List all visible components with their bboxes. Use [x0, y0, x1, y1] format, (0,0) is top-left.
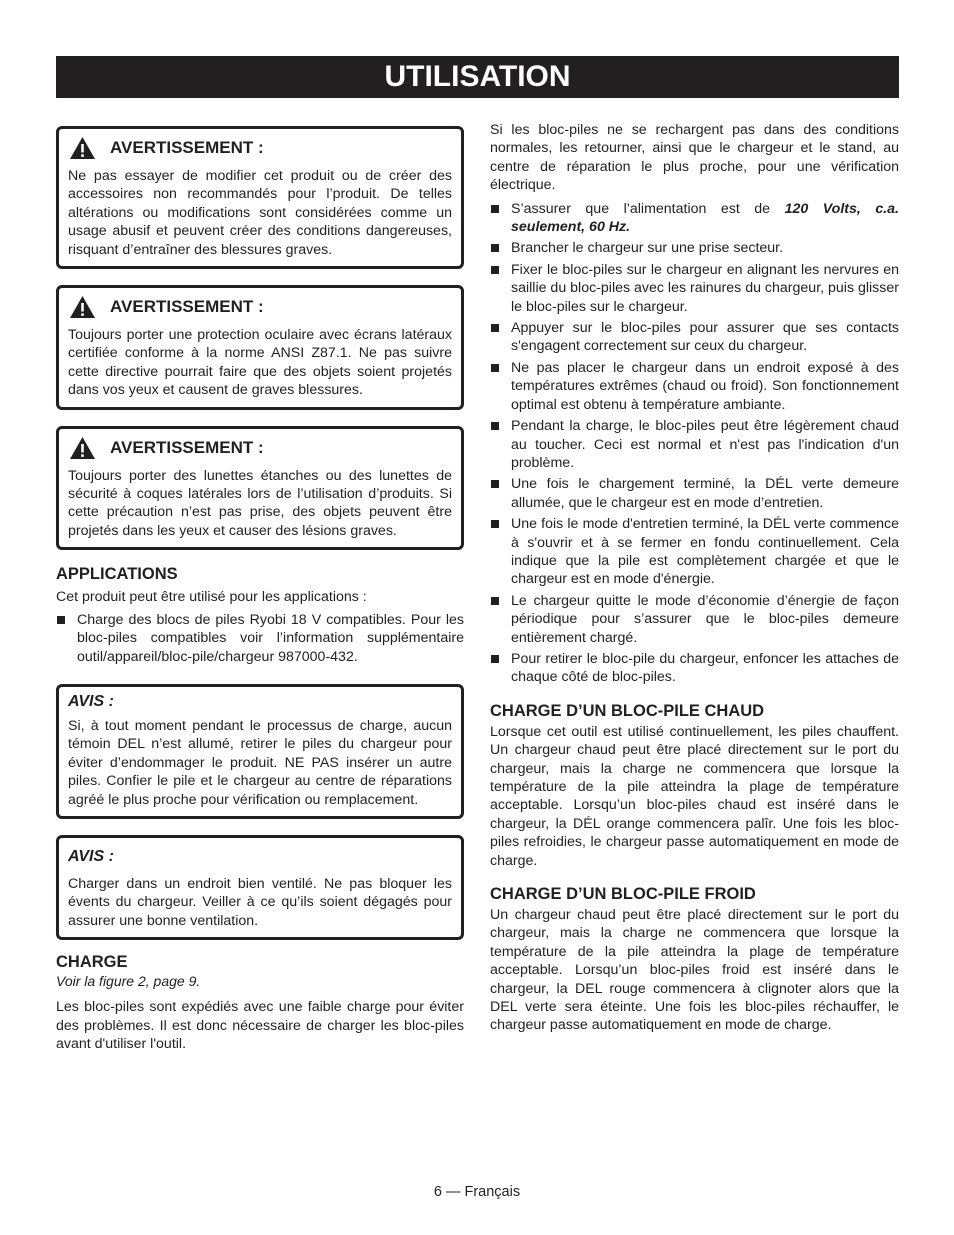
list-item-text: Ne pas placer le chargeur dans un endroit exposé à des températures extrêmes (chaud ou froid). Son fonctionnement optimal est obtenu à température ambiante.: [511, 359, 899, 413]
warning-header: [68, 294, 452, 320]
charge-text: Les bloc-piles sont expédiés avec une faible charge pour éviter des problèmes. Il est donc nécessaire de charger les bloc-piles avant d'utiliser l'outil.: [56, 999, 464, 1052]
bullet-square-icon: [491, 520, 499, 528]
bullet-square-icon: [491, 324, 499, 332]
applications-intro: Cet produit peut être utilisé pour les applications :: [56, 589, 367, 606]
warning-text: Toujours porter des lunettes étanches ou des lunettes de sécurité à coques latérales lors de l’utilisation d’produits. Si cette précaution n’est pas prise, des objets peuvent être projetés dans les yeux et causer des lésions graves.: [68, 467, 452, 539]
voltage-prefix: S’assurer que l’alimentation est de: [511, 200, 785, 217]
list-item-text: Le chargeur quitte le mode d’économie d’énergie de façon périodique pour s’assurer que le bloc-piles demeure entièrement chargé.: [511, 592, 899, 646]
list-item-text: Appuyer sur le bloc-piles pour assurer que ses contacts s'engagent correctement sur ceux du chargeur.: [511, 320, 899, 355]
avis-box-1: [56, 684, 464, 819]
list-item-text: Fixer le bloc-piles sur le chargeur en alignant les nervures en saillie du bloc-piles avec les rainures du chargeur, puis glisser le bloc-piles sur le chargeur.: [511, 261, 899, 315]
charge-heading: CHARGE: [56, 953, 128, 972]
list-item: [490, 319, 899, 356]
applications-list: [56, 611, 464, 666]
warning-title: AVERTISSEMENT :: [110, 437, 264, 457]
avis-text: Charger dans un endroit bien ventilé. Ne pas bloquer les évents du chargeur. Veiller à ce qu’ils soient dégagés pour assurer une bonne ventilation.: [68, 875, 452, 929]
warning-text: Toujours porter une protection oculaire avec écrans latéraux certifiée conforme à la norme ANSI Z87.1. Ne pas suivre cette directive pourrait faire que des objets soient projetés dans vos yeux et causent de graves blessures.: [68, 327, 452, 399]
list-item: [490, 475, 899, 512]
warning-title: AVERTISSEMENT :: [110, 297, 264, 317]
list-item: [490, 650, 899, 687]
avis-box-2: [56, 835, 464, 940]
bullet-square-icon: [57, 616, 65, 624]
charge-instructions-list: [490, 200, 899, 687]
bullet-square-icon: [491, 422, 499, 430]
warning-box-3: [56, 426, 464, 551]
bullet-square-icon: [491, 364, 499, 372]
voltage-value: 120 Volts, c.a. seulement, 60 Hz.: [511, 200, 899, 236]
cold-battery-text: Un chargeur chaud peut être placé directement sur le port du chargeur, mais la charge ne commencera que lorsque la température de la pile atteindra la plage de température acceptable. Lorsqu’un bloc-piles froid est inséré dans le chargeur, la DEL rouge commencera à clignoter alors que la DEL verte sera éteinte. Une fois les bloc-piles réchauffer, le chargeur passe automatiquement en mode de charge.: [490, 907, 899, 1034]
list-item: [56, 611, 464, 666]
applications-heading: APPLICATIONS: [56, 565, 178, 584]
hot-battery-heading: CHARGE D’UN BLOC-PILE CHAUD: [490, 701, 765, 720]
list-item: [490, 592, 899, 647]
warning-triangle-icon: [69, 295, 96, 319]
avis-title: AVIS :: [68, 692, 114, 710]
bullet-square-icon: [491, 244, 499, 252]
warning-header: [68, 135, 452, 161]
bullet-square-icon: [491, 480, 499, 488]
list-item: [490, 239, 899, 257]
list-item: [490, 261, 899, 316]
right-column: [490, 121, 899, 1035]
recharge-intro: Si les bloc-piles ne se rechargent pas dans des conditions normales, les retourner, ainsi que le chargeur et le stand, au centre de réparation le plus proche, pour une vérification électrique.: [490, 122, 899, 194]
warning-triangle-icon: [69, 436, 96, 460]
list-item: [490, 417, 899, 472]
warning-box-1: [56, 126, 464, 269]
warning-title: AVERTISSEMENT :: [110, 138, 264, 157]
cold-battery-heading: CHARGE D’UN BLOC-PILE FROID: [490, 885, 756, 904]
left-column: [56, 126, 464, 1053]
warning-box-2: [56, 285, 464, 410]
list-item: [490, 515, 899, 589]
list-item: [490, 200, 899, 237]
warning-text: Ne pas essayer de modifier cet produit ou de créer des accessoires non recommandés pour l’produit. De telles altérations ou modifications sont considérées comme un usage abusif et peuvent créer des conditions dangereuses, risquant d’entraîner des blessures graves.: [68, 168, 452, 258]
warning-header: [68, 435, 452, 461]
list-item-text: Brancher le chargeur sur une prise secteur.: [511, 240, 784, 257]
bullet-square-icon: [491, 597, 499, 605]
bullet-square-icon: [491, 205, 499, 213]
hot-battery-text: Lorsque cet outil est utilisé continuellement, les piles chauffent. Un chargeur chaud peut être placé directement sur le port du chargeur, mais la charge ne commencera que lorsque la température de la pile atteindra la plage de température acceptable. Lorsqu’un bloc-piles chaud est inséré dans le chargeur, la DÉL orange commencera palîr. Une fois les bloc-piles refroidies, le chargeur passe automatiquement en mode de charge.: [490, 723, 899, 869]
list-item-text: Une fois le mode d'entretien terminé, la DÉL verte commence à s'ouvrir et à se fermer en fondu continuellement. Cela indique que la pile est complètement chargée et que le chargeur est en mode d'énergie.: [511, 516, 899, 588]
list-item-text: Charge des blocs de piles Ryobi 18 V compatibles. Pour les bloc-piles compatibles voir l’information supplémentaire outil/appareil/bloc-pile/chargeur 987000-432.: [77, 611, 464, 665]
avis-text: Si, à tout moment pendant le processus de charge, aucun témoin DEL n’est allumé, retirer le piles du chargeur pour éviter d’endommager le produit. NE PAS insérer un autre piles. Confier le pile et le chargeur au centre de réparations agréé le plus proche pour vérification ou remplacement.: [68, 717, 452, 808]
avis-title: AVIS :: [68, 847, 114, 865]
list-item-text: Pour retirer le bloc-pile du chargeur, enfoncer les attaches de chaque côté de bloc-piles.: [511, 650, 899, 686]
list-item-text: Une fois le chargement terminé, la DÉL verte demeure allumée, que le chargeur est en mode d’entretien.: [511, 476, 899, 511]
list-item: [490, 359, 899, 414]
bullet-square-icon: [491, 655, 499, 663]
list-item-text: Pendant la charge, le bloc-piles peut être légèrement chaud au toucher. Ceci est normal et n'est pas l'indication d'un problème.: [511, 418, 899, 471]
bullet-square-icon: [491, 266, 499, 274]
page-title: UTILISATION: [56, 56, 899, 98]
page-footer: 6 — Français: [433, 1184, 521, 1200]
figure-reference: Voir la figure 2, page 9.: [56, 973, 201, 990]
warning-triangle-icon: [69, 136, 96, 160]
